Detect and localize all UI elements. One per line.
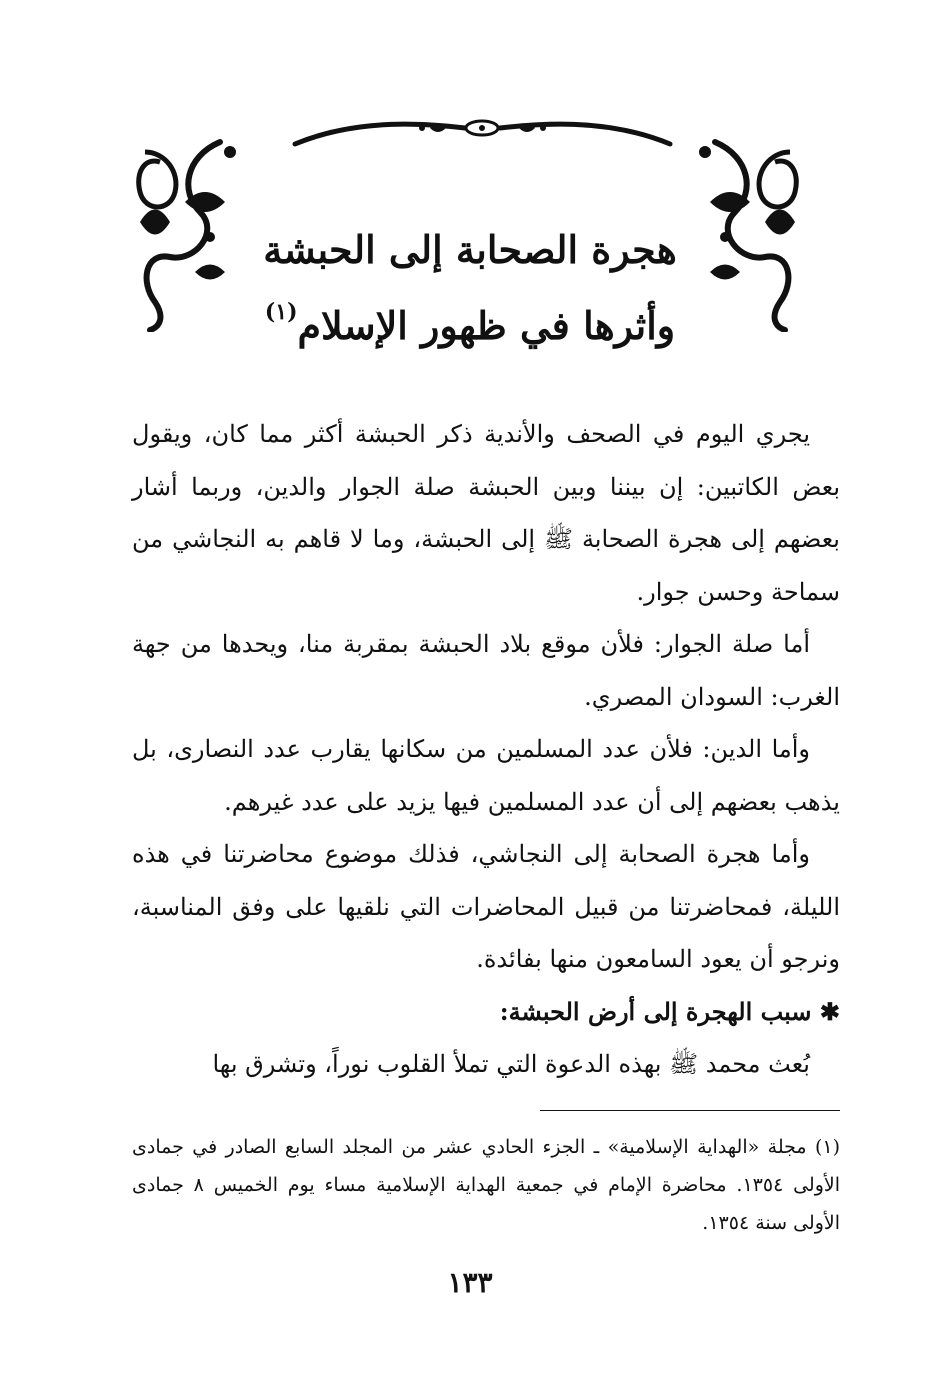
chapter-title-line-2 — [240, 282, 700, 356]
corner-ornament-right — [690, 132, 810, 332]
footnote-text: (١) مجلة «الهداية الإسلامية» ـ الجزء الحادي عشر من المجلد السابع الصادر في جمادى الأولى ١٣٥٤. محاضرة الإمام في جمعية الهداية الإسلامية مساء يوم الخميس ٨ جمادى الأولى سنة ١٣٥٤. — [132, 1136, 841, 1234]
paragraph-4: وأما هجرة الصحابة إلى النجاشي، فذلك موضوع محاضرتنا في هذه الليلة، فمحاضرتنا من قبيل المحاضرات التي نلقيها على وفق المناسبة، ونرجو أن يعود السامعون منها بفائدة. — [132, 840, 840, 973]
paragraph-2: أما صلة الجوار: فلأن موقع بلاد الحبشة بمقربة منا، ويحدها من جهة الغرب: السودان المصري. — [132, 630, 840, 711]
footnote-separator — [540, 1110, 840, 1111]
paragraph-5: بُعث محمد ﷺ بهذه الدعوة التي تملأ القلوب نوراً، وتشرق بها — [212, 1050, 810, 1078]
top-flourish-ornament — [290, 112, 675, 154]
title-line-1-text: هجرة الصحابة إلى الحبشة — [263, 227, 677, 272]
paragraph-3: وأما الدين: فلأن عدد المسلمين من سكانها يقارب عدد النصارى، بل يذهب بعضهم إلى أن عدد المسلمين فيها يزيد على عدد غيرهم. — [132, 735, 840, 816]
section-heading: ✱ سبب الهجرة إلى أرض الحبشة: — [499, 996, 840, 1026]
corner-ornament-left — [125, 132, 245, 332]
title-footnote-marker: (١) — [264, 299, 298, 325]
page-number: ١٣٣ — [447, 1266, 493, 1299]
body-text — [132, 408, 840, 1091]
footnote — [132, 1128, 840, 1242]
chapter-title-line-1 — [240, 220, 700, 280]
paragraph-1: يجري اليوم في الصحف والأندية ذكر الحبشة أكثر مما كان، ويقول بعض الكاتبين: إن بيننا وبين الحبشة صلة الجوار والدين، وربما أشار بعضهم إلى هجرة الصحابة ﷺ إلى الحبشة، وما لا قاهم به النجاشي من سماحة وحسن جوار. — [132, 420, 840, 606]
title-line-2-text: وأثرها في ظهور الإسلام — [297, 303, 676, 348]
